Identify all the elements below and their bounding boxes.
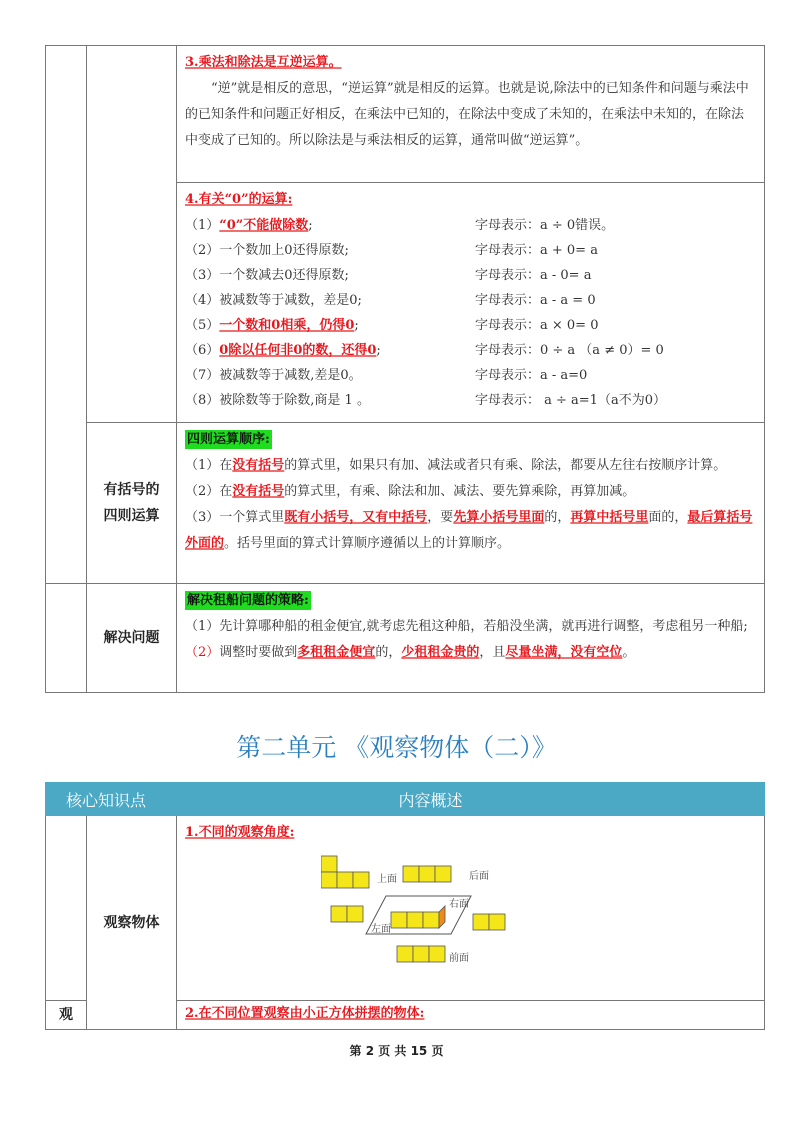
strategy-list: [185, 614, 756, 666]
text-segment: （6）: [185, 343, 220, 358]
section3-title: 3.乘法和除法是互逆运算。: [185, 55, 342, 70]
label-back: 后面: [469, 871, 490, 882]
text-segment: （2）一个数加上0还得原数;: [185, 243, 349, 258]
zero-rule: [185, 263, 756, 288]
cube-face: [391, 912, 407, 928]
text-segment: 。括号里面的算式计算顺序遵循以上的计算顺序。: [224, 536, 511, 551]
section3-body: “逆”就是相反的意思，“逆运算”就是相反的运算。也就是说,除法中的已知条件和问题与乘法中的已知条件和问题正好相反，在乘法中已知的，在除法中变成了未知的，在乘法中未知的，在除法中变成了已知的。所以除法是与乘法相反的运算，通常叫做“逆运算”。: [185, 81, 749, 148]
text-segment: 。: [622, 645, 636, 660]
text-segment: 面的，: [648, 510, 688, 525]
section4-title: 4.有关“0”的运算:: [185, 192, 293, 207]
cube-face: [347, 906, 363, 922]
text-segment: （3）一个数减去0还得原数;: [185, 268, 349, 283]
viewing-angles-figure: [321, 854, 521, 974]
text-segment: ;: [308, 218, 313, 233]
cube-face: [407, 912, 423, 928]
text-segment: 的，: [544, 510, 571, 525]
side-label: 观: [46, 1001, 87, 1030]
highlighted-text: 既有小括号，又有中括号: [284, 510, 428, 525]
rule-text: [185, 293, 362, 308]
rule-text: [185, 343, 381, 358]
paragraph: [185, 614, 756, 640]
text-segment: （8）被除数等于除数,商是 1 。: [185, 393, 370, 408]
cube-face: [473, 914, 489, 930]
rule-formula: 字母表示： a ÷ a=1（a不为0）: [475, 393, 666, 408]
order-of-operations-cell: [177, 423, 765, 584]
problems-title: 解决租船问题的策略:: [187, 593, 309, 608]
paragraph: [185, 505, 756, 557]
cube-face: [337, 872, 353, 888]
text-segment: （1）: [185, 218, 220, 233]
observation-table: [45, 782, 765, 1030]
cube-face: [419, 866, 435, 882]
paragraph: [185, 640, 756, 666]
text-segment: （2）在: [185, 484, 233, 499]
header-content-summary: 内容概述: [177, 783, 765, 816]
problems-label: 解决问题: [87, 584, 177, 693]
cube-face: [423, 912, 439, 928]
inverse-operations-cell: [177, 46, 765, 183]
text-segment: ;: [354, 318, 359, 333]
cube-side: [439, 906, 445, 928]
rule-formula: 字母表示：a + 0= a: [475, 243, 598, 258]
rule-text: [185, 318, 359, 333]
zero-rule: [185, 338, 756, 363]
paragraph: [185, 479, 756, 505]
order-rules-list: [185, 453, 756, 557]
highlighted-text: 没有括号: [232, 458, 285, 473]
unit-title: 第二单元 《观察物体（二）》: [236, 733, 557, 762]
text-segment: ，且: [479, 645, 506, 660]
highlighted-text: 少租租金贵的: [401, 645, 480, 660]
text-segment: ;: [376, 343, 381, 358]
cube-arrangement-cell: [177, 1001, 765, 1030]
rule-formula: 字母表示：a - a=0: [475, 368, 588, 383]
label-right: 右面: [449, 899, 470, 910]
rule-formula: 字母表示：0 ÷ a （a ≠ 0）= 0: [475, 343, 664, 358]
zero-rule: [185, 313, 756, 338]
cube-face: [321, 872, 337, 888]
highlighted-text: 没有括号: [232, 484, 285, 499]
rule-formula: 字母表示：a × 0= 0: [475, 318, 599, 333]
boat-strategy-cell: [177, 584, 765, 693]
cube-face: [403, 866, 419, 882]
highlighted-text: 再算中括号里: [570, 510, 649, 525]
cube-face: [353, 872, 369, 888]
cube-face: [413, 946, 429, 962]
cube-face: [429, 946, 445, 962]
viewing-angles-cell: [177, 816, 765, 1001]
text-segment: （4）被减数等于减数，差是0;: [185, 293, 362, 308]
highlighted-text: 多租租金便宜: [297, 645, 376, 660]
zero-rule: [185, 238, 756, 263]
brackets-title: 四则运算顺序:: [187, 432, 270, 447]
highlighted-text: “0”不能做除数: [219, 218, 309, 233]
cube-face: [489, 914, 505, 930]
highlighted-text: 先算小括号里面: [453, 510, 545, 525]
cube-face: [397, 946, 413, 962]
text-segment: 的，: [375, 645, 402, 660]
rule-formula: 字母表示：a - a = 0: [475, 293, 596, 308]
text-segment: 调整时要做到: [219, 645, 298, 660]
zero-rule: [185, 388, 756, 413]
zero-rule: [185, 363, 756, 388]
text-segment: ，要: [427, 510, 454, 525]
text-segment: 的算式里，如果只有加、减法或者只有乘、除法，都要从左往右按顺序计算。: [284, 458, 727, 473]
operations-table: [45, 45, 765, 693]
rule-text: [185, 393, 370, 408]
item1-title: 1.不同的观察角度:: [185, 825, 295, 840]
cube-face: [331, 906, 347, 922]
brackets-label: 有括号的 四则运算: [87, 423, 177, 584]
text-segment: （1）先计算哪种船的租金便宜,就考虑先租这种船，若船没坐满，就再进行调整，考虑租另一种船;: [185, 619, 748, 634]
rule-formula: 字母表示：a ÷ 0错误。: [475, 218, 615, 233]
text-segment: （2）: [185, 645, 220, 660]
text-segment: （3）一个算式里: [185, 510, 285, 525]
text-segment: （7）被减数等于减数,差是0。: [185, 368, 362, 383]
highlighted-text: 一个数和0相乘，仍得0: [219, 318, 355, 333]
zero-rule: [185, 213, 756, 238]
label-left: 左面: [371, 924, 392, 935]
highlighted-text: 尽量坐满，没有空位: [505, 645, 623, 660]
rule-text: [185, 243, 349, 258]
label-top: 上面: [377, 874, 398, 885]
rule-text: [185, 268, 349, 283]
header-core-points: 核心知识点: [46, 783, 177, 816]
rule-text: [185, 218, 313, 233]
rule-text: [185, 368, 362, 383]
label-front: 前面: [449, 953, 470, 964]
cube-face: [435, 866, 451, 882]
page-footer: 第 2 页 共 15 页: [349, 1044, 444, 1058]
zero-operations-cell: [177, 183, 765, 423]
rule-formula: 字母表示：a - 0= a: [475, 268, 592, 283]
zero-rule: [185, 288, 756, 313]
highlighted-text: 0除以任何非0的数，还得0: [219, 343, 377, 358]
paragraph: [185, 453, 756, 479]
observe-label: 观察物体: [87, 816, 177, 1030]
zero-rules-list: [185, 213, 756, 413]
highlighted-text: 最后算括号外面的: [185, 510, 753, 551]
cube-face: [321, 856, 337, 872]
item2-title: 2.在不同位置观察由小正方体拼摆的物体:: [185, 1006, 425, 1021]
text-segment: （1）在: [185, 458, 233, 473]
text-segment: （5）: [185, 318, 220, 333]
text-segment: 的算式里，有乘、除法和加、减法、要先算乘除，再算加减。: [284, 484, 636, 499]
